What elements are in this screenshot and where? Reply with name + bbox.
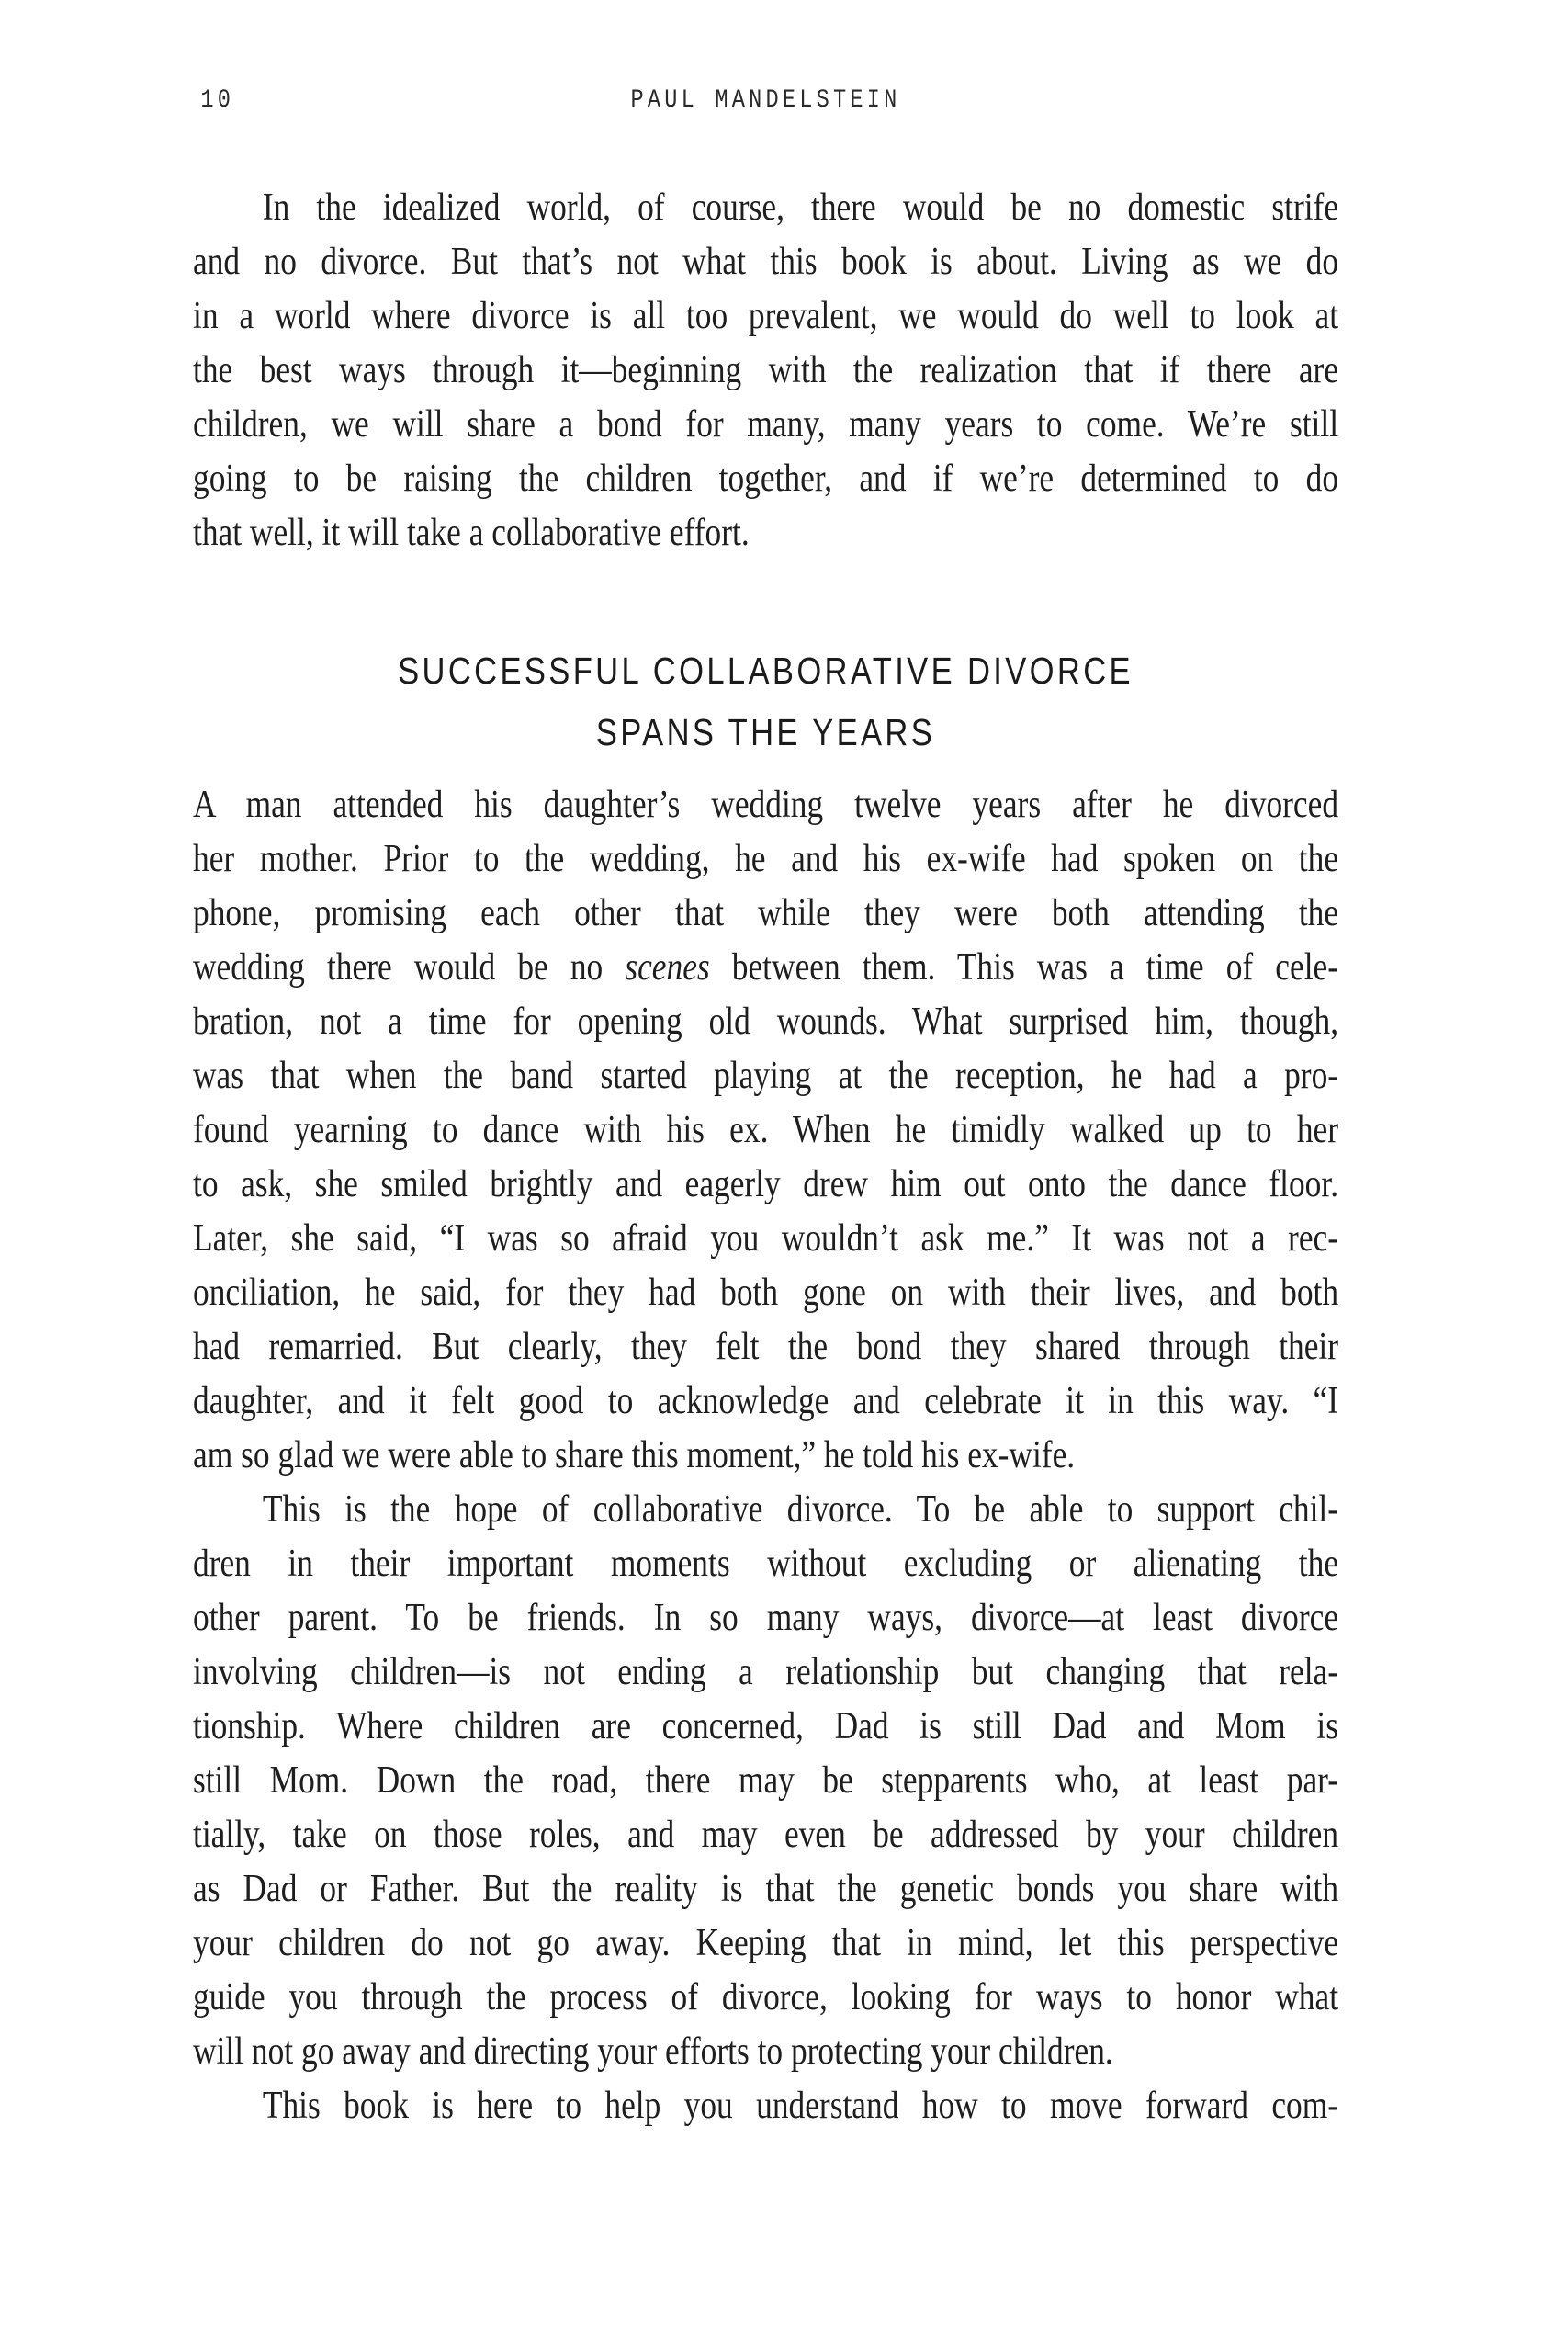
section-heading-line-2: SPANS THE YEARS: [595, 711, 936, 753]
text-line: still Mom. Down the road, there may be stepparents who, at least par-: [193, 1759, 1339, 1802]
text-line-with-italic: [193, 941, 1338, 995]
text-line: dren in their important moments without excluding or alienating the: [193, 1543, 1339, 1585]
text-line: phone, promising each other that while they were both attending the: [193, 892, 1339, 934]
text-line: was that when the band started playing at the reception, he had a pro-: [193, 1055, 1339, 1097]
text-line: her mother. Prior to the wedding, he and his ex-wife had spoken on the: [193, 838, 1339, 880]
text-line: other parent. To be friends. In so many ways, divorce—at least divorce: [193, 1597, 1339, 1639]
text-line: In the idealized world, of course, there would be no domestic strife: [262, 187, 1339, 229]
text-line: found yearning to dance with his ex. When he timidly walked up to her: [193, 1109, 1339, 1151]
text-line: This is the hope of collaborative divorce. To be able to support chil-: [262, 1488, 1339, 1531]
page-number: 10: [200, 86, 235, 115]
italic-line-after: between them. This was a time of cele-: [709, 946, 1339, 989]
text-line: had remarried. But clearly, they felt the bond they shared through their: [193, 1326, 1339, 1368]
text-line: involving children—is not ending a relationship but changing that rela-: [193, 1651, 1339, 1693]
section-heading: [193, 640, 1338, 763]
text-line: will not go away and directing your efforts to protecting your children.: [193, 2030, 1113, 2073]
paragraph-story: [193, 778, 1338, 1483]
text-line: as Dad or Father. But the reality is that the genetic bonds you share with: [193, 1868, 1339, 1910]
text-line: in a world where divorce is all too prevalent, we would do well to look at: [193, 295, 1339, 337]
text-line: guide you through the process of divorce, looking for ways to honor what: [193, 1976, 1339, 2018]
text-line: A man attended his daughter’s wedding twelve years after he divorced: [193, 784, 1339, 826]
running-head-title: PAUL MANDELSTEIN: [630, 86, 901, 115]
text-line: your children do not go away. Keeping that in mind, let this perspective: [193, 1922, 1339, 1964]
text-line: tionship. Where children are concerned, Dad is still Dad and Mom is: [193, 1705, 1339, 1747]
text-line: bration, not a time for opening old wounds. What surprised him, though,: [193, 1001, 1339, 1043]
text-line: tially, take on those roles, and may even be addressed by your children: [193, 1814, 1339, 1856]
text-line: am so glad we were able to share this moment,” he told his ex-wife.: [193, 1434, 1076, 1476]
text-line: to ask, she smiled brightly and eagerly drew him out onto the dance floor.: [193, 1163, 1339, 1205]
text-line: Later, she said, “I was so afraid you wouldn’t ask me.” It was not a rec-: [193, 1217, 1339, 1260]
text-column: [193, 0, 1338, 2352]
text-line: and no divorce. But that’s not what this book is about. Living as we do: [193, 241, 1339, 283]
running-head: [193, 86, 1338, 119]
paragraph-intro: [193, 181, 1338, 560]
section-heading-line-1: SUCCESSFUL COLLABORATIVE DIVORCE: [398, 650, 1134, 692]
paragraph-book-purpose: [193, 2079, 1338, 2133]
text-line: that well, it will take a collaborative effort.: [193, 512, 750, 554]
italic-line-before: wedding there would be no: [193, 946, 626, 989]
text-line: daughter, and it felt good to acknowledge and celebrate it in this way. “I: [193, 1380, 1339, 1422]
text-line: This book is here to help you understand how to move forward com-: [262, 2085, 1339, 2127]
text-line: onciliation, he said, for they had both gone on with their lives, and both: [193, 1272, 1339, 1314]
text-line: the best ways through it—beginning with the realization that if there are: [193, 349, 1339, 391]
text-line: going to be raising the children together, and if we’re determined to do: [193, 458, 1339, 500]
paragraph-hope: [193, 1483, 1338, 2079]
text-line: children, we will share a bond for many, many years to come. We’re still: [193, 403, 1339, 446]
italic-word: scenes: [625, 946, 710, 989]
